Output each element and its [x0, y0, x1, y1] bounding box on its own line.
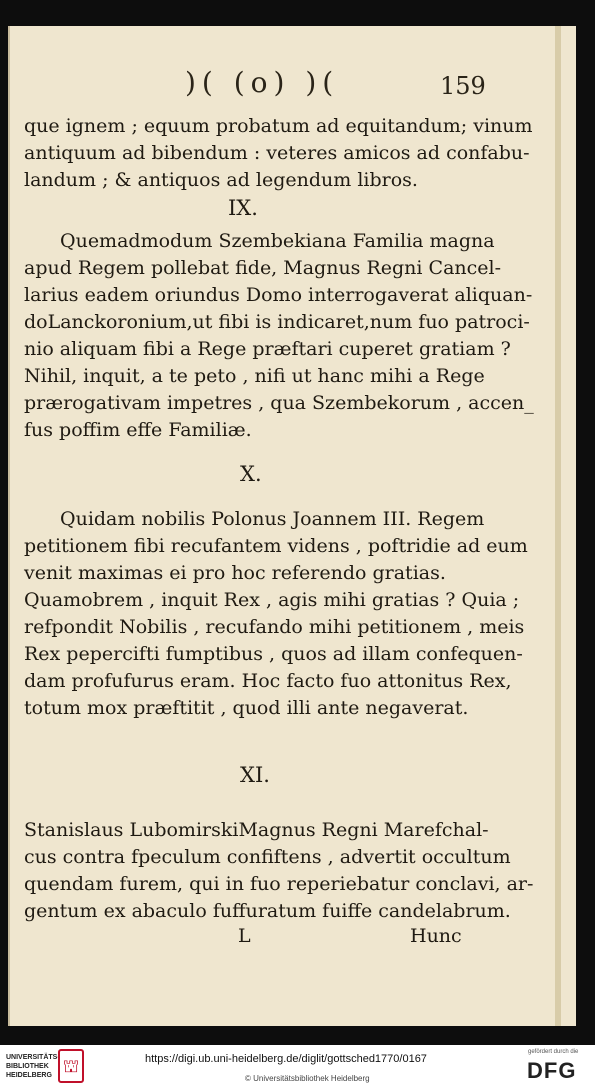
dfg-logo: DFG [527, 1058, 577, 1083]
catchword: Hunc [410, 925, 462, 947]
header-ornament: )( (o) )( [185, 66, 340, 99]
text-line: Nihil, inquit, a te peto , nifi ut hanc mihi a Rege [24, 365, 485, 387]
page-number: 159 [440, 72, 486, 100]
library-name: UNIVERSITÄTS- BIBLIOTHEK HEIDELBERG [6, 1054, 60, 1079]
text-line: landum ; & antiquos ad legendum libros. [24, 169, 418, 191]
text-line: que ignem ; equum probatum ad equitandum; vinum [24, 115, 533, 137]
text-line: petitionem fibi recufantem videns , poftridie ad eum [24, 535, 528, 557]
text-line: venit maximas ei pro hoc referendo gratias. [24, 562, 446, 584]
text-line: Quemadmodum Szembekiana Familia magna [60, 230, 495, 252]
text-line: gentum ex abaculo fuffuratum fuiffe candelabrum. [24, 900, 511, 922]
section-heading-xi: XI. [240, 763, 270, 787]
text-line: dam profufurus eram. Hoc facto fuo attonitus Rex, [24, 670, 512, 692]
text-line: Stanislaus LubomirskiMagnus Regni Marefchal- [24, 819, 489, 841]
text-line: cus contra fpeculum confiftens , advertit occultum [24, 846, 511, 868]
funding-note: gefördert durch die [528, 1049, 579, 1055]
text-line: quendam furem, qui in fuo reperiebatur conclavi, ar- [24, 873, 534, 895]
text-line: totum mox præftitit , quod illi ante negaverat. [24, 697, 469, 719]
text-line: antiquum ad bibendum : veteres amicos ad confabu- [24, 142, 530, 164]
text-line: Rex pepercifti fumptibus , quos ad illam confequen- [24, 643, 523, 665]
page-edge [555, 26, 561, 1026]
text-line: nio aliquam fibi a Rege præftari cuperet gratiam ? [24, 338, 511, 360]
text-line: doLanckoronium,ut fibi is indicaret,num fuo patroci- [24, 311, 530, 333]
library-logo-icon: ⛫ [58, 1049, 84, 1083]
text-line: larius eadem oriundus Domo interrogaverat aliquan- [24, 284, 533, 306]
permalink[interactable]: https://digi.ub.uni-heidelberg.de/diglit/gottsched1770/0167 [145, 1053, 427, 1065]
signature-mark: L [238, 925, 251, 947]
text-line: prærogativam impetres , qua Szembekorum , accen_ [24, 392, 534, 414]
section-heading-x: X. [240, 462, 262, 486]
text-line: fus poffim effe Familiæ. [24, 419, 252, 441]
viewer-footer [0, 1045, 595, 1089]
copyright-notice: © Universitätsbibliothek Heidelberg [245, 1074, 370, 1083]
text-line: Quidam nobilis Polonus Joannem III. Regem [60, 508, 485, 530]
text-line: Quamobrem , inquit Rex , agis mihi gratias ? Quia ; [24, 589, 520, 611]
section-heading-ix: IX. [228, 196, 258, 220]
text-line: apud Regem pollebat fide, Magnus Regni Cancel- [24, 257, 502, 279]
text-line: refpondit Nobilis , recufando mihi petitionem , meis [24, 616, 525, 638]
